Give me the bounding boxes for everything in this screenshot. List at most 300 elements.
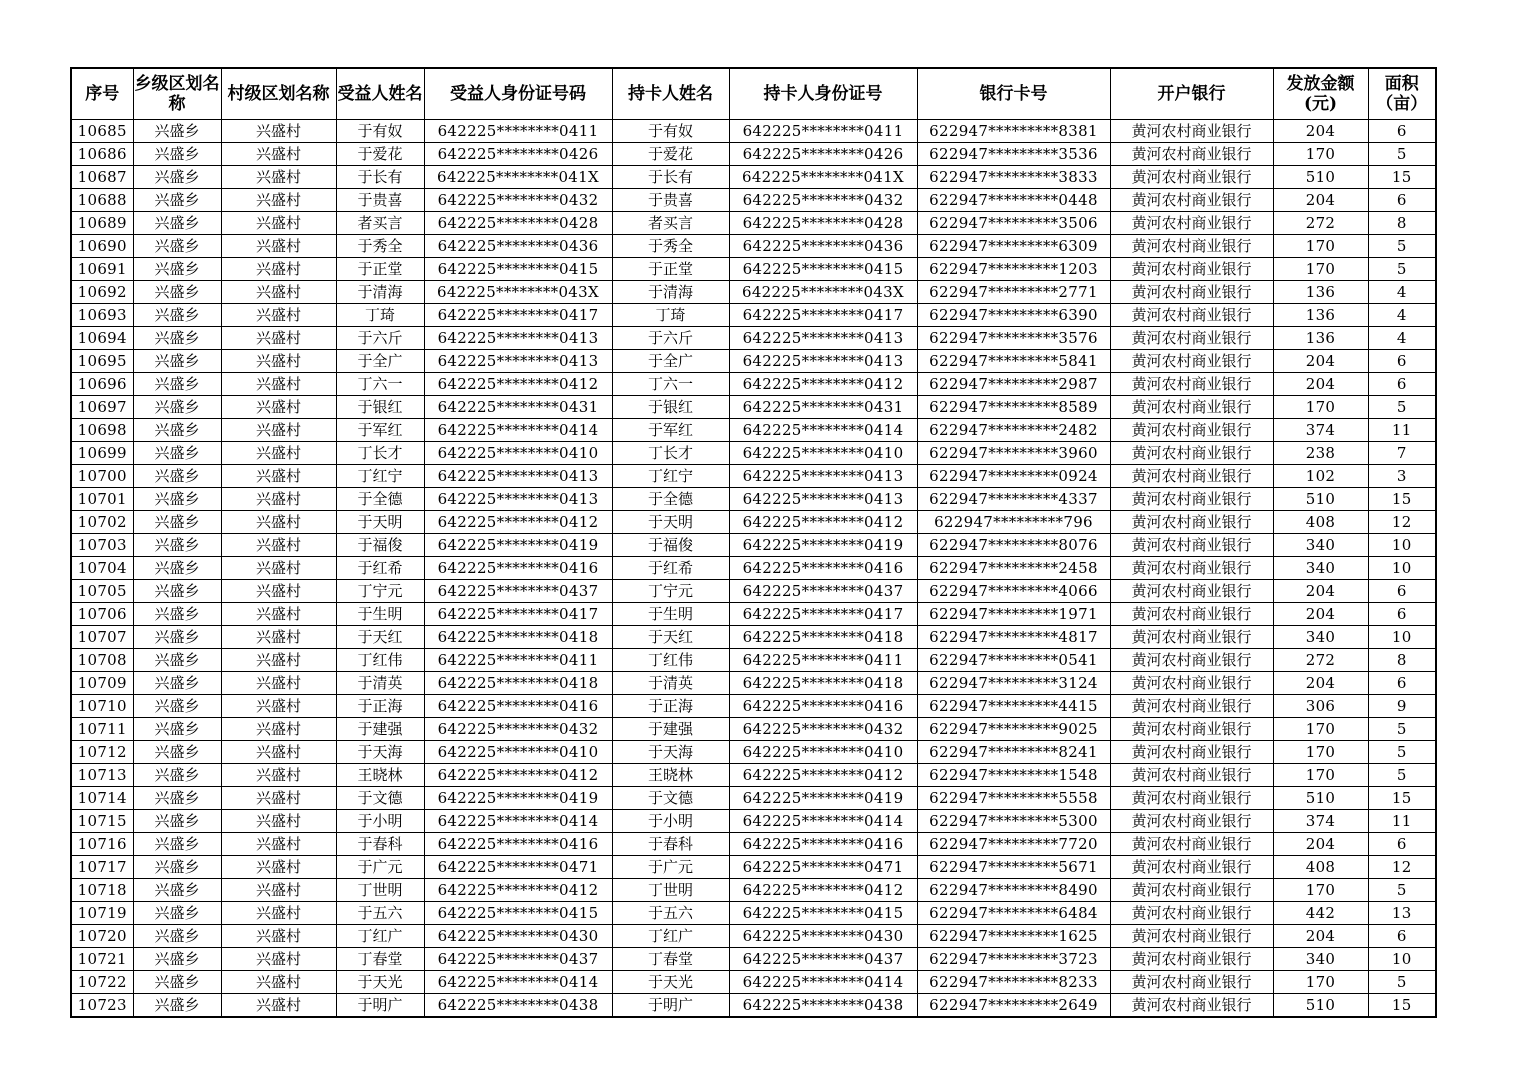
township-cell: 兴盛乡 — [133, 879, 221, 902]
table-row — [71, 557, 1436, 580]
amount-cell: 340 — [1273, 626, 1368, 649]
beneficiary-name-cell: 丁世明 — [336, 879, 424, 902]
amount-cell: 204 — [1273, 672, 1368, 695]
area-cell: 10 — [1368, 948, 1436, 971]
area-cell: 5 — [1368, 396, 1436, 419]
township-cell: 兴盛乡 — [133, 212, 221, 235]
bank-cell: 黄河农村商业银行 — [1110, 120, 1273, 143]
table-row — [71, 350, 1436, 373]
cardholder-id-cell: 642225********0413 — [729, 465, 917, 488]
bank-cell: 黄河农村商业银行 — [1110, 718, 1273, 741]
village-cell: 兴盛村 — [221, 511, 336, 534]
area-cell: 6 — [1368, 120, 1436, 143]
beneficiary-id-cell: 642225********0428 — [424, 212, 612, 235]
bank-cell: 黄河农村商业银行 — [1110, 488, 1273, 511]
township-cell: 兴盛乡 — [133, 994, 221, 1018]
amount-cell: 102 — [1273, 465, 1368, 488]
village-cell: 兴盛村 — [221, 373, 336, 396]
table-row — [71, 281, 1436, 304]
cardholder-name-cell: 于文德 — [612, 787, 729, 810]
cardholder-id-cell: 642225********0414 — [729, 419, 917, 442]
cardholder-id-cell: 642225********0418 — [729, 672, 917, 695]
amount-cell: 340 — [1273, 948, 1368, 971]
table-row — [71, 442, 1436, 465]
beneficiary-id-cell: 642225********0471 — [424, 856, 612, 879]
seq-cell: 10702 — [71, 511, 133, 534]
amount-cell: 442 — [1273, 902, 1368, 925]
beneficiary-name-cell: 丁红广 — [336, 925, 424, 948]
area-cell: 6 — [1368, 350, 1436, 373]
beneficiary-id-cell: 642225********0437 — [424, 580, 612, 603]
cardholder-name-cell: 丁长才 — [612, 442, 729, 465]
seq-cell: 10695 — [71, 350, 133, 373]
beneficiary-name-cell: 于文德 — [336, 787, 424, 810]
card-number-cell: 622947*********9025 — [917, 718, 1110, 741]
seq-cell: 10709 — [71, 672, 133, 695]
cardholder-name-cell: 于贵喜 — [612, 189, 729, 212]
bank-cell: 黄河农村商业银行 — [1110, 626, 1273, 649]
amount-cell: 510 — [1273, 787, 1368, 810]
village-cell: 兴盛村 — [221, 971, 336, 994]
bank-cell: 黄河农村商业银行 — [1110, 557, 1273, 580]
seq-cell: 10714 — [71, 787, 133, 810]
beneficiary-id-cell: 642225********0419 — [424, 534, 612, 557]
col-card-number-header: 银行卡号 — [917, 68, 1110, 120]
village-cell: 兴盛村 — [221, 212, 336, 235]
amount-cell: 238 — [1273, 442, 1368, 465]
seq-cell: 10723 — [71, 994, 133, 1018]
table-row — [71, 879, 1436, 902]
cardholder-name-cell: 于福俊 — [612, 534, 729, 557]
bank-cell: 黄河农村商业银行 — [1110, 879, 1273, 902]
township-cell: 兴盛乡 — [133, 557, 221, 580]
beneficiary-id-cell: 642225********0411 — [424, 649, 612, 672]
bank-cell: 黄河农村商业银行 — [1110, 350, 1273, 373]
area-cell: 10 — [1368, 557, 1436, 580]
beneficiary-name-cell: 丁宁元 — [336, 580, 424, 603]
amount-cell: 272 — [1273, 649, 1368, 672]
amount-cell: 306 — [1273, 695, 1368, 718]
cardholder-name-cell: 于生明 — [612, 603, 729, 626]
area-cell: 5 — [1368, 143, 1436, 166]
amount-cell: 204 — [1273, 603, 1368, 626]
area-cell: 13 — [1368, 902, 1436, 925]
seq-cell: 10716 — [71, 833, 133, 856]
area-cell: 6 — [1368, 189, 1436, 212]
amount-cell: 510 — [1273, 994, 1368, 1018]
table-row — [71, 166, 1436, 189]
table-row — [71, 488, 1436, 511]
beneficiary-name-cell: 丁春堂 — [336, 948, 424, 971]
bank-cell: 黄河农村商业银行 — [1110, 994, 1273, 1018]
card-number-cell: 622947*********2649 — [917, 994, 1110, 1018]
beneficiary-id-cell: 642225********0432 — [424, 189, 612, 212]
township-cell: 兴盛乡 — [133, 925, 221, 948]
cardholder-id-cell: 642225********0431 — [729, 396, 917, 419]
card-number-cell: 622947*********8233 — [917, 971, 1110, 994]
seq-cell: 10698 — [71, 419, 133, 442]
cardholder-id-cell: 642225********0432 — [729, 718, 917, 741]
seq-cell: 10699 — [71, 442, 133, 465]
amount-cell: 408 — [1273, 856, 1368, 879]
cardholder-name-cell: 于广元 — [612, 856, 729, 879]
cardholder-id-cell: 642225********0412 — [729, 764, 917, 787]
beneficiary-id-cell: 642225********0426 — [424, 143, 612, 166]
beneficiary-id-cell: 642225********0413 — [424, 350, 612, 373]
village-cell: 兴盛村 — [221, 810, 336, 833]
area-cell: 11 — [1368, 419, 1436, 442]
amount-cell: 374 — [1273, 810, 1368, 833]
area-cell: 6 — [1368, 603, 1436, 626]
bank-cell: 黄河农村商业银行 — [1110, 281, 1273, 304]
table-row — [71, 511, 1436, 534]
cardholder-name-cell: 丁红伟 — [612, 649, 729, 672]
amount-cell: 136 — [1273, 327, 1368, 350]
beneficiary-id-cell: 642225********0438 — [424, 994, 612, 1018]
beneficiary-id-cell: 642225********0412 — [424, 879, 612, 902]
village-cell: 兴盛村 — [221, 281, 336, 304]
village-cell: 兴盛村 — [221, 442, 336, 465]
card-number-cell: 622947*********4415 — [917, 695, 1110, 718]
amount-cell: 204 — [1273, 925, 1368, 948]
bank-cell: 黄河农村商业银行 — [1110, 580, 1273, 603]
bank-cell: 黄河农村商业银行 — [1110, 419, 1273, 442]
beneficiary-name-cell: 于全广 — [336, 350, 424, 373]
table-row — [71, 396, 1436, 419]
table-row — [71, 603, 1436, 626]
village-cell: 兴盛村 — [221, 120, 336, 143]
bank-cell: 黄河农村商业银行 — [1110, 672, 1273, 695]
bank-cell: 黄河农村商业银行 — [1110, 235, 1273, 258]
beneficiary-name-cell: 者买言 — [336, 212, 424, 235]
card-number-cell: 622947*********5841 — [917, 350, 1110, 373]
cardholder-id-cell: 642225********0414 — [729, 971, 917, 994]
seq-cell: 10685 — [71, 120, 133, 143]
township-cell: 兴盛乡 — [133, 695, 221, 718]
beneficiary-name-cell: 于福俊 — [336, 534, 424, 557]
beneficiary-id-cell: 642225********0414 — [424, 419, 612, 442]
township-cell: 兴盛乡 — [133, 902, 221, 925]
beneficiary-name-cell: 于清英 — [336, 672, 424, 695]
cardholder-name-cell: 于春科 — [612, 833, 729, 856]
beneficiary-id-cell: 642225********0418 — [424, 672, 612, 695]
table-body — [71, 120, 1436, 1018]
amount-cell: 170 — [1273, 879, 1368, 902]
bank-cell: 黄河农村商业银行 — [1110, 810, 1273, 833]
village-cell: 兴盛村 — [221, 557, 336, 580]
village-cell: 兴盛村 — [221, 534, 336, 557]
table-row — [71, 741, 1436, 764]
area-cell: 5 — [1368, 741, 1436, 764]
amount-cell: 170 — [1273, 718, 1368, 741]
table-row — [71, 626, 1436, 649]
table-row — [71, 833, 1436, 856]
cardholder-name-cell: 于建强 — [612, 718, 729, 741]
township-cell: 兴盛乡 — [133, 718, 221, 741]
beneficiary-id-cell: 642225********0413 — [424, 327, 612, 350]
village-cell: 兴盛村 — [221, 787, 336, 810]
beneficiary-id-cell: 642225********0416 — [424, 695, 612, 718]
beneficiary-name-cell: 于长有 — [336, 166, 424, 189]
table-row — [71, 948, 1436, 971]
village-cell: 兴盛村 — [221, 856, 336, 879]
card-number-cell: 622947*********6390 — [917, 304, 1110, 327]
seq-cell: 10689 — [71, 212, 133, 235]
area-cell: 5 — [1368, 718, 1436, 741]
village-cell: 兴盛村 — [221, 235, 336, 258]
beneficiary-id-cell: 642225********0418 — [424, 626, 612, 649]
seq-cell: 10691 — [71, 258, 133, 281]
card-number-cell: 622947*********6484 — [917, 902, 1110, 925]
village-cell: 兴盛村 — [221, 948, 336, 971]
table-row — [71, 649, 1436, 672]
beneficiary-name-cell: 丁六一 — [336, 373, 424, 396]
cardholder-id-cell: 642225********0428 — [729, 212, 917, 235]
beneficiary-id-cell: 642225********0431 — [424, 396, 612, 419]
cardholder-name-cell: 于军红 — [612, 419, 729, 442]
card-number-cell: 622947*********1625 — [917, 925, 1110, 948]
cardholder-name-cell: 于五六 — [612, 902, 729, 925]
amount-cell: 170 — [1273, 971, 1368, 994]
amount-cell: 204 — [1273, 580, 1368, 603]
area-cell: 5 — [1368, 235, 1436, 258]
township-cell: 兴盛乡 — [133, 971, 221, 994]
card-number-cell: 622947*********5300 — [917, 810, 1110, 833]
table-row — [71, 143, 1436, 166]
village-cell: 兴盛村 — [221, 189, 336, 212]
bank-cell: 黄河农村商业银行 — [1110, 143, 1273, 166]
cardholder-id-cell: 642225********043X — [729, 281, 917, 304]
bank-cell: 黄河农村商业银行 — [1110, 741, 1273, 764]
beneficiary-name-cell: 于生明 — [336, 603, 424, 626]
beneficiary-name-cell: 于正海 — [336, 695, 424, 718]
cardholder-id-cell: 642225********0471 — [729, 856, 917, 879]
bank-cell: 黄河农村商业银行 — [1110, 649, 1273, 672]
card-number-cell: 622947*********6309 — [917, 235, 1110, 258]
cardholder-id-cell: 642225********0416 — [729, 833, 917, 856]
beneficiary-id-cell: 642225********0436 — [424, 235, 612, 258]
cardholder-name-cell: 丁世明 — [612, 879, 729, 902]
beneficiary-name-cell: 于六斤 — [336, 327, 424, 350]
beneficiary-name-cell: 于有奴 — [336, 120, 424, 143]
bank-cell: 黄河农村商业银行 — [1110, 971, 1273, 994]
cardholder-name-cell: 丁红宁 — [612, 465, 729, 488]
area-cell: 6 — [1368, 373, 1436, 396]
table-row — [71, 120, 1436, 143]
cardholder-name-cell: 于正堂 — [612, 258, 729, 281]
township-cell: 兴盛乡 — [133, 304, 221, 327]
col-beneficiary-name-header: 受益人姓名 — [336, 68, 424, 120]
cardholder-name-cell: 于长有 — [612, 166, 729, 189]
cardholder-name-cell: 于清英 — [612, 672, 729, 695]
bank-cell: 黄河农村商业银行 — [1110, 603, 1273, 626]
seq-cell: 10701 — [71, 488, 133, 511]
bank-cell: 黄河农村商业银行 — [1110, 511, 1273, 534]
bank-cell: 黄河农村商业银行 — [1110, 166, 1273, 189]
table-row — [71, 373, 1436, 396]
bank-cell: 黄河农村商业银行 — [1110, 327, 1273, 350]
beneficiary-id-cell: 642225********0415 — [424, 902, 612, 925]
col-seq-header: 序号 — [71, 68, 133, 120]
beneficiary-name-cell: 于银红 — [336, 396, 424, 419]
beneficiary-id-cell: 642225********0413 — [424, 465, 612, 488]
table-row — [71, 856, 1436, 879]
seq-cell: 10720 — [71, 925, 133, 948]
township-cell: 兴盛乡 — [133, 465, 221, 488]
township-cell: 兴盛乡 — [133, 258, 221, 281]
seq-cell: 10690 — [71, 235, 133, 258]
card-number-cell: 622947*********8381 — [917, 120, 1110, 143]
amount-cell: 204 — [1273, 373, 1368, 396]
village-cell: 兴盛村 — [221, 488, 336, 511]
cardholder-name-cell: 于全广 — [612, 350, 729, 373]
table-row — [71, 902, 1436, 925]
village-cell: 兴盛村 — [221, 258, 336, 281]
cardholder-id-cell: 642225********0411 — [729, 649, 917, 672]
seq-cell: 10718 — [71, 879, 133, 902]
bank-cell: 黄河农村商业银行 — [1110, 925, 1273, 948]
card-number-cell: 622947*********3833 — [917, 166, 1110, 189]
area-cell: 15 — [1368, 166, 1436, 189]
area-cell: 9 — [1368, 695, 1436, 718]
bank-cell: 黄河农村商业银行 — [1110, 396, 1273, 419]
township-cell: 兴盛乡 — [133, 649, 221, 672]
cardholder-id-cell: 642225********0413 — [729, 350, 917, 373]
amount-cell: 170 — [1273, 143, 1368, 166]
area-cell: 7 — [1368, 442, 1436, 465]
township-cell: 兴盛乡 — [133, 120, 221, 143]
amount-cell: 340 — [1273, 534, 1368, 557]
seq-cell: 10686 — [71, 143, 133, 166]
area-cell: 6 — [1368, 580, 1436, 603]
township-cell: 兴盛乡 — [133, 580, 221, 603]
card-number-cell: 622947*********3506 — [917, 212, 1110, 235]
village-cell: 兴盛村 — [221, 925, 336, 948]
cardholder-name-cell: 于六斤 — [612, 327, 729, 350]
village-cell: 兴盛村 — [221, 143, 336, 166]
township-cell: 兴盛乡 — [133, 741, 221, 764]
area-cell: 4 — [1368, 327, 1436, 350]
seq-cell: 10707 — [71, 626, 133, 649]
bank-cell: 黄河农村商业银行 — [1110, 304, 1273, 327]
table-header — [71, 68, 1436, 120]
cardholder-name-cell: 王晓林 — [612, 764, 729, 787]
card-number-cell: 622947*********3960 — [917, 442, 1110, 465]
table-row — [71, 258, 1436, 281]
cardholder-name-cell: 丁宁元 — [612, 580, 729, 603]
beneficiary-id-cell: 642225********0437 — [424, 948, 612, 971]
amount-cell: 136 — [1273, 281, 1368, 304]
area-cell: 10 — [1368, 626, 1436, 649]
cardholder-id-cell: 642225********0437 — [729, 948, 917, 971]
cardholder-id-cell: 642225********0419 — [729, 534, 917, 557]
amount-cell: 272 — [1273, 212, 1368, 235]
beneficiary-name-cell: 于天光 — [336, 971, 424, 994]
cardholder-id-cell: 642225********041X — [729, 166, 917, 189]
seq-cell: 10708 — [71, 649, 133, 672]
village-cell: 兴盛村 — [221, 672, 336, 695]
beneficiary-name-cell: 于清海 — [336, 281, 424, 304]
col-cardholder-name-header: 持卡人姓名 — [612, 68, 729, 120]
card-number-cell: 622947*********3536 — [917, 143, 1110, 166]
area-cell: 6 — [1368, 925, 1436, 948]
township-cell: 兴盛乡 — [133, 511, 221, 534]
beneficiary-name-cell: 丁长才 — [336, 442, 424, 465]
table-row — [71, 419, 1436, 442]
table-row — [71, 971, 1436, 994]
area-cell: 4 — [1368, 304, 1436, 327]
col-beneficiary-id-header: 受益人身份证号码 — [424, 68, 612, 120]
beneficiary-name-cell: 丁红宁 — [336, 465, 424, 488]
table-row — [71, 787, 1436, 810]
area-cell: 5 — [1368, 879, 1436, 902]
village-cell: 兴盛村 — [221, 166, 336, 189]
beneficiary-id-cell: 642225********043X — [424, 281, 612, 304]
card-number-cell: 622947*********3723 — [917, 948, 1110, 971]
beneficiary-name-cell: 于建强 — [336, 718, 424, 741]
col-area-header: 面积（亩） — [1368, 68, 1436, 120]
village-cell: 兴盛村 — [221, 994, 336, 1018]
beneficiary-id-cell: 642225********041X — [424, 166, 612, 189]
beneficiary-name-cell: 于秀全 — [336, 235, 424, 258]
beneficiary-id-cell: 642225********0415 — [424, 258, 612, 281]
township-cell: 兴盛乡 — [133, 396, 221, 419]
beneficiary-id-cell: 642225********0412 — [424, 764, 612, 787]
beneficiary-id-cell: 642225********0414 — [424, 810, 612, 833]
amount-cell: 170 — [1273, 258, 1368, 281]
township-cell: 兴盛乡 — [133, 350, 221, 373]
township-cell: 兴盛乡 — [133, 235, 221, 258]
card-number-cell: 622947*********0924 — [917, 465, 1110, 488]
village-cell: 兴盛村 — [221, 626, 336, 649]
cardholder-id-cell: 642225********0413 — [729, 488, 917, 511]
cardholder-name-cell: 丁六一 — [612, 373, 729, 396]
cardholder-id-cell: 642225********0412 — [729, 511, 917, 534]
cardholder-name-cell: 于天光 — [612, 971, 729, 994]
village-cell: 兴盛村 — [221, 649, 336, 672]
card-number-cell: 622947*********3576 — [917, 327, 1110, 350]
area-cell: 8 — [1368, 649, 1436, 672]
card-number-cell: 622947*********5558 — [917, 787, 1110, 810]
bank-cell: 黄河农村商业银行 — [1110, 695, 1273, 718]
township-cell: 兴盛乡 — [133, 810, 221, 833]
beneficiary-name-cell: 王晓林 — [336, 764, 424, 787]
col-bank-header: 开户银行 — [1110, 68, 1273, 120]
cardholder-id-cell: 642225********0412 — [729, 879, 917, 902]
cardholder-id-cell: 642225********0410 — [729, 741, 917, 764]
beneficiary-name-cell: 于天明 — [336, 511, 424, 534]
cardholder-id-cell: 642225********0416 — [729, 557, 917, 580]
township-cell: 兴盛乡 — [133, 948, 221, 971]
bank-cell: 黄河农村商业银行 — [1110, 465, 1273, 488]
amount-cell: 374 — [1273, 419, 1368, 442]
col-village-header: 村级区划名称 — [221, 68, 336, 120]
bank-cell: 黄河农村商业银行 — [1110, 442, 1273, 465]
card-number-cell: 622947*********1203 — [917, 258, 1110, 281]
cardholder-name-cell: 于爱花 — [612, 143, 729, 166]
beneficiary-name-cell: 于广元 — [336, 856, 424, 879]
header-row — [71, 68, 1436, 120]
table-row — [71, 695, 1436, 718]
seq-cell: 10706 — [71, 603, 133, 626]
beneficiary-name-cell: 于军红 — [336, 419, 424, 442]
beneficiary-id-cell: 642225********0416 — [424, 833, 612, 856]
seq-cell: 10694 — [71, 327, 133, 350]
card-number-cell: 622947*********2771 — [917, 281, 1110, 304]
bank-cell: 黄河农村商业银行 — [1110, 787, 1273, 810]
village-cell: 兴盛村 — [221, 833, 336, 856]
amount-cell: 170 — [1273, 396, 1368, 419]
